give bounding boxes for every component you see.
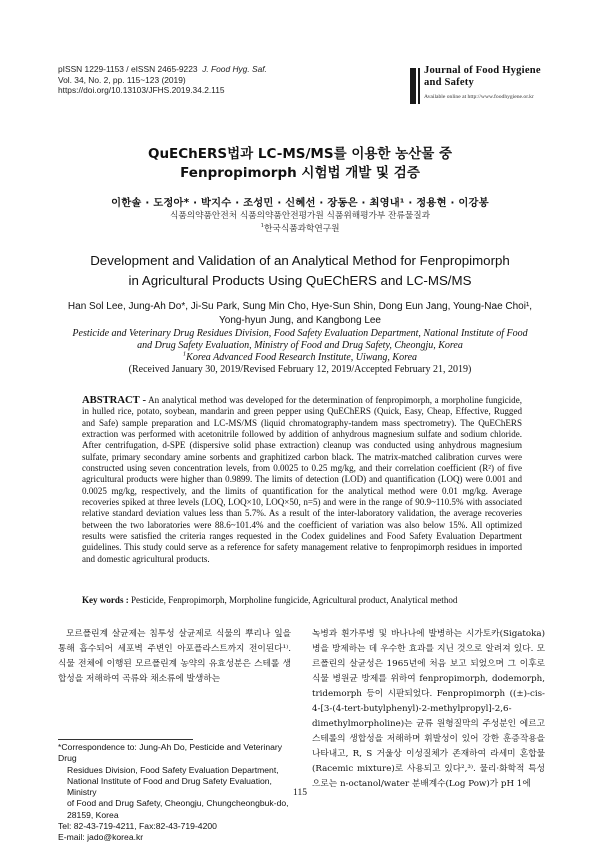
- english-affiliation-line3-text: Korea Advanced Food Research Institute, Uiwang, Korea: [186, 352, 418, 364]
- corr-line: Residues Division, Food Safety Evaluation Department,: [67, 764, 279, 775]
- korean-affiliation: [0, 210, 600, 236]
- keywords-text: Pesticide, Fenpropimorph, Morpholine fungicide, Agricultural product, Analytical method: [128, 595, 458, 605]
- korean-title-line2: Fenpropimorph 시험법 개발 및 검증: [180, 165, 420, 181]
- english-affiliation: [55, 328, 545, 365]
- korean-title-line1: QuEChERS법과 LC-MS/MS를 이용한 농산물 중: [147, 146, 453, 162]
- korean-affiliation-2-text: 한국식품과학연구원: [264, 224, 340, 234]
- korean-affiliation-1: 식품의약품안전처 식품의약품안전평가원 식품위해평가부 잔류물질과: [169, 211, 431, 221]
- journal-url[interactable]: Available online at http://www.foodhygiene.or.kr: [424, 94, 534, 100]
- keywords: [82, 595, 522, 606]
- abstract-text: An analytical method was developed for the determination of fenpropimorph, a morpholine fungicide, in hulled rice, potato, soybean, mandarin and green pepper using QuEChERS (Quick, Easy, Cheap, Effective, Rugged and Safe) sample preparation and LC-MS/MS (liquid chromatography-tandem mass spectrometry). The QuEChERS extraction was performed with acetonitrile followed by addition of anhydrous magnesium sulfate and sodium chloride. After centrifugation, d-SPE (dispersive solid phase extraction) cleanup was conducted using anhydrous magnesium sulfate, primary secondary amine sorbents and graphitized carbon black. The matrix-matched calibration curves were constructed using seven concentration levels, from 0.0025 to 0.25 mg/kg, and their correlation coefficient (R²) of five agricultural products were higher than 0.9899. The limits of detection (LOD) and quantification (LOQ) were 0.001 and 0.0025 mg/kg, respectively, and the limits of quantification for the analytical method were 0.01 mg/kg. Average recoveries spiked at three levels (LOQ, LOQ×10, LOQ×50, n=5) and were in the range of 90.9~110.5% with associated relative standard deviation values less than 5.7%. As a result of the inter-laboratory validation, the average recoveries between the two laboratories were 88.6~101.4% and the coefficient of variation was also below 15%. All optimized results were satisfied the criteria ranges requested in the Codex guidelines and Food Safety Evaluation Department guidelines. This study could serve as a reference for safety management relative to fenpropimorph residues in imported and domestic agricultural products.: [82, 395, 522, 564]
- journal-name: [424, 65, 541, 89]
- journal-abbrev: J. Food Hyg. Saf.: [202, 64, 267, 74]
- english-authors-line1: Han Sol Lee, Jung-Ah Do*, Ji-Su Park, Sung Min Cho, Hye-Sun Shin, Dong Eun Jang, Young-Nae Choi¹,: [67, 301, 533, 312]
- corr-line: Tel: 82-43-719-4211, Fax:82-43-719-4200: [58, 821, 217, 832]
- corr-email[interactable]: E-mail: jado@korea.kr: [58, 832, 144, 843]
- aff-marker: 1: [260, 223, 265, 230]
- journal-meta: [58, 64, 267, 96]
- korean-affiliation-2: [0, 223, 600, 236]
- corr-line: National Institute of Food and Drug Safety Evaluation, Ministry: [67, 775, 272, 798]
- volume-info: Vol. 34, No. 2, pp. 115~123 (2019): [58, 74, 186, 85]
- corr-line: of Food and Drug Safety, Cheongju, Chungcheongbuk-do,: [67, 798, 289, 809]
- corr-line: 28159, Korea: [67, 809, 119, 820]
- korean-authors: 이한솔 · 도정아* · 박지수 · 조성민 · 신혜선 · 장동은 · 최영내¹ · 정용현 · 이강봉: [111, 197, 489, 209]
- english-authors-line2: Yong-hyun Jung, and Kangbong Lee: [219, 315, 381, 326]
- logo-bar-thin: [418, 68, 420, 104]
- doi-link[interactable]: https://doi.org/10.13103/JFHS.2019.34.2.115: [58, 85, 225, 96]
- english-title-line1: Development and Validation of an Analytical Method for Fenpropimorph: [90, 253, 510, 268]
- received-dates: (Received January 30, 2019/Revised February 12, 2019/Accepted February 21, 2019): [128, 364, 472, 375]
- english-affiliation-line3: [55, 352, 545, 364]
- journal-logo: [410, 60, 548, 116]
- english-title-line2: in Agricultural Products Using QuEChERS and LC-MS/MS: [128, 272, 472, 288]
- page-number: 115: [293, 788, 307, 798]
- issn: pISSN 1229-1153 / eISSN 2465-9223: [58, 64, 198, 74]
- english-affiliation-line2: and Drug Safety Evaluation, Ministry of Food and Drug Safety, Cheongju, Korea: [137, 340, 463, 352]
- body-right-column: 녹병과 흰가루병 및 바나나에 발병하는 시가토카(Sigatoka) 병을 방제하는 데 우수한 효과를 지닌 것으로 알려져 있다. 모르폴린의 살균성은 1965년에 처음 보고 되었으며 그 이후로 식물 병원균 방제를 위하여 fenpropimorph, dodemorph, tridemorph 등이 시판되었다. Fenpropimorph ((±)-cis-4-[3-(4-tert-butylphenyl)-2-methylpropyl]-2,6-dimethylmorpholine)는 균류 원형질막의 주성분인 에르고스테롤의 생합성을 저해하며 휘발성이 있어 강한 훈증작용을 나타내고, R, S 거울상 이성질체가 존재하여 라세미 혼합물(Racemic mixture)로 사용되고 있다²,³⁾. 물리·화학적 특성으로는 n-octanol/water 분배계수(Log Pow)가 pH 1에: [312, 629, 545, 789]
- abstract-label: ABSTRACT -: [82, 395, 147, 406]
- journal-name-line1: Journal of Food Hygiene: [424, 65, 541, 76]
- abstract: [82, 395, 522, 565]
- aff-marker: 1: [182, 351, 187, 359]
- logo-bar: [410, 68, 416, 104]
- body-left-column: 모르폴린계 살균제는 침투성 살균제로 식물의 뿌리나 잎을 통해 흡수되어 세포벽 주변인 아포플라스트까지 전이된다¹⁾. 식물 전체에 이행된 모르폴린계 농약의 유효성분은 스테롤 생합성을 저해하여 곡류와 채소류에 발생하는: [58, 629, 291, 684]
- english-affiliation-line1: Pesticide and Veterinary Drug Residues Division, Food Safety Evaluation Department, National Institute of Food: [72, 328, 528, 339]
- english-authors: [40, 300, 560, 328]
- korean-title: [0, 145, 600, 183]
- corr-line: *Correspondence to: Jung-Ah Do, Pesticide and Veterinary Drug: [58, 742, 283, 764]
- english-title: [0, 251, 600, 290]
- keywords-label: Key words :: [82, 595, 129, 605]
- footnote-divider: [58, 739, 193, 740]
- journal-name-line2: and Safety: [424, 77, 474, 88]
